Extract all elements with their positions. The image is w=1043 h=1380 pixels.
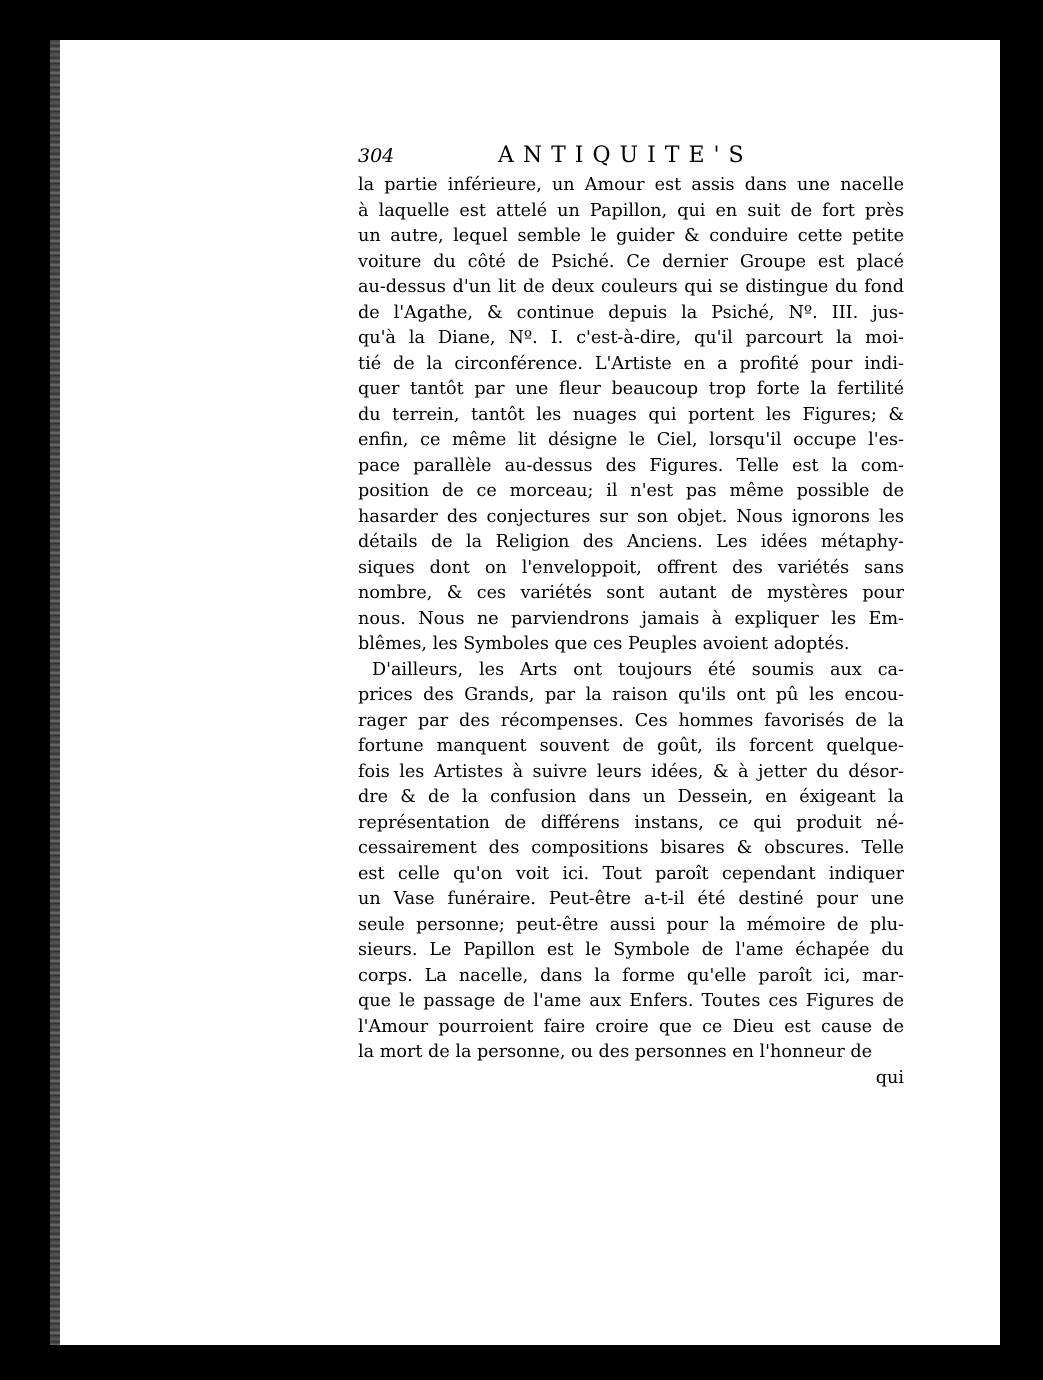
text-line: cessairement des compositions bisares & obscures. Telle bbox=[358, 838, 904, 858]
text-block bbox=[358, 143, 904, 1091]
text-line: seule personne; peut-être aussi pour la mémoire de plu- bbox=[358, 914, 904, 935]
text-line: position de ce morceau; il n'est pas même possible de bbox=[358, 481, 904, 501]
text-line: rager par des récompenses. Ces hommes favorisés de la bbox=[358, 710, 904, 731]
text-line: de l'Agathe, & continue depuis la Psiché, Nº. III. jus- bbox=[358, 302, 904, 323]
text-line: qu'à la Diane, Nº. I. c'est-à-dire, qu'il parcourt la moi- bbox=[358, 328, 904, 348]
text-line: la mort de la personne, ou des personnes en l'honneur de bbox=[358, 1042, 873, 1062]
text-line: est celle qu'on voit ici. Tout paroît cependant indiquer bbox=[358, 863, 904, 884]
text-line: un Vase funéraire. Peut-être a-t-il été destiné pour une bbox=[358, 889, 904, 909]
text-line: un autre, lequel semble le guider & conduire cette petite bbox=[358, 226, 904, 246]
text-line: l'Amour pourroient faire croire que ce Dieu est cause de bbox=[358, 1016, 904, 1037]
text-line: dre & de la confusion dans un Dessein, en éxigeant la bbox=[358, 787, 904, 807]
text-line: hasarder des conjectures sur son objet. Nous ignorons les bbox=[358, 506, 904, 527]
text-line: au-dessus d'un lit de deux couleurs qui se distingue du fond bbox=[358, 277, 904, 297]
catchword: qui bbox=[875, 1067, 904, 1088]
page-header bbox=[358, 143, 904, 173]
text-line: sieurs. Le Papillon est le Symbole de l'ame échapée du bbox=[358, 940, 904, 960]
text-line: voiture du côté de Psiché. Ce dernier Groupe est placé bbox=[358, 251, 904, 272]
text-line: détails de la Religion des Anciens. Les idées métaphy- bbox=[358, 532, 904, 552]
text-line: blêmes, les Symboles que ces Peuples avoient adoptés. bbox=[358, 634, 850, 654]
text-line: enfin, ce même lit désigne le Ciel, lorsqu'il occupe l'es- bbox=[358, 430, 904, 450]
text-line: siques dont on l'enveloppoit, offrent des variétés sans bbox=[358, 557, 904, 578]
text-line: quer tantôt par une fleur beaucoup trop forte la fertilité bbox=[358, 379, 904, 399]
text-line: prices des Grands, par la raison qu'ils ont pû les encou- bbox=[358, 685, 904, 705]
text-line: à laquelle est attelé un Papillon, qui en suit de fort près bbox=[358, 200, 904, 221]
book-page bbox=[50, 40, 1000, 1345]
body-text bbox=[358, 173, 904, 1066]
text-line: D'ailleurs, les Arts ont toujours été soumis aux ca- bbox=[372, 659, 904, 680]
text-line: tié de la circonférence. L'Artiste en a profité pour indi- bbox=[358, 353, 904, 374]
text-line: fois les Artistes à suivre leurs idées, & à jetter du désor- bbox=[358, 761, 904, 782]
text-line: fortune manquent souvent de goût, ils forcent quelque- bbox=[358, 736, 904, 756]
text-line: nous. Nous ne parviendrons jamais à expliquer les Em- bbox=[358, 608, 904, 629]
text-line: nombre, & ces variétés sont autant de mystères pour bbox=[358, 583, 904, 603]
text-line: du terrein, tantôt les nuages qui portent les Figures; & bbox=[358, 404, 904, 425]
page-binding-edge bbox=[50, 40, 60, 1345]
text-line: représentation de différens instans, ce qui produit né- bbox=[358, 812, 904, 833]
text-line: pace parallèle au-dessus des Figures. Telle est la com- bbox=[358, 455, 904, 476]
running-head: ANTIQUITE'S bbox=[498, 143, 753, 168]
text-line: corps. La nacelle, dans la forme qu'elle paroît ici, mar- bbox=[358, 965, 904, 986]
text-line: que le passage de l'ame aux Enfers. Toutes ces Figures de bbox=[358, 991, 904, 1011]
page-number: 304 bbox=[358, 145, 395, 167]
text-line: la partie inférieure, un Amour est assis dans une nacelle bbox=[358, 175, 904, 195]
